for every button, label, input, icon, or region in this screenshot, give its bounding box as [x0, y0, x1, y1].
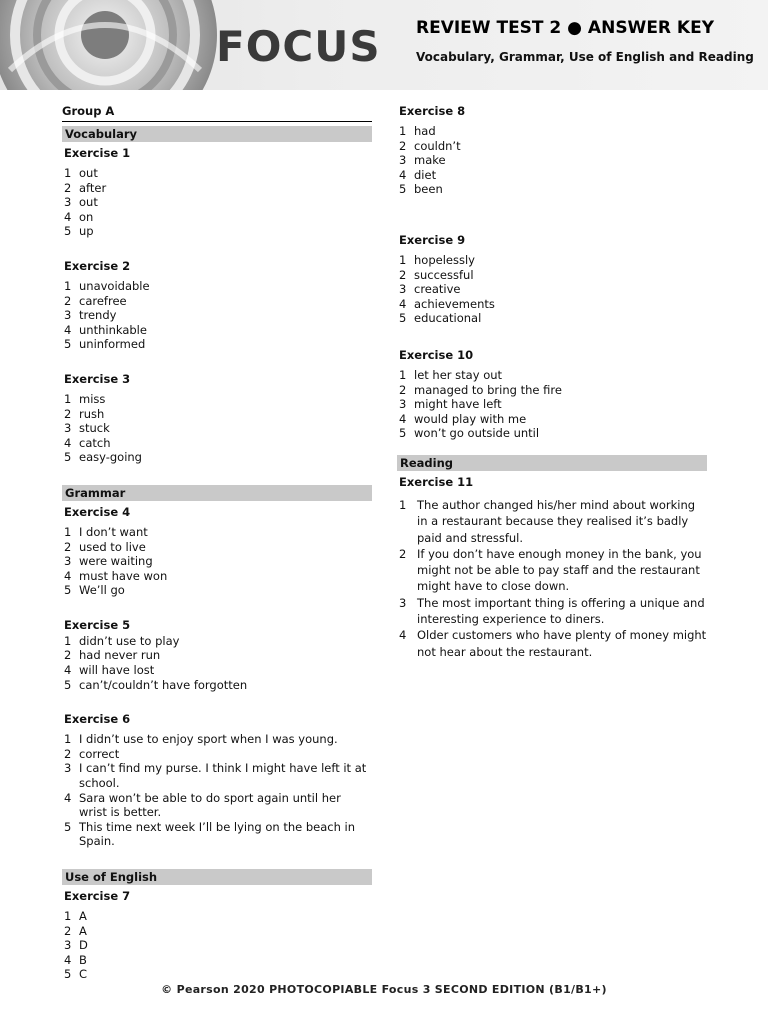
- list-item: 2 If you don’t have enough money in the bank, you might not be able to pay staff and the restaurant might have to close down.: [399, 546, 702, 594]
- answer-list: [397, 253, 707, 326]
- list-item: 4 unthinkable: [64, 322, 147, 337]
- exercise-title: Exercise 2: [64, 258, 131, 273]
- list-item: 4 would play with me: [399, 411, 527, 426]
- section-use-of-english: Use of English: [62, 869, 372, 885]
- list-item: 3 stuck: [64, 421, 110, 436]
- list-item: 1 A: [64, 909, 87, 923]
- list-item: 5 C: [64, 967, 88, 982]
- group-heading: Group A: [62, 104, 372, 122]
- list-item: 3 D: [64, 938, 88, 953]
- exercise-title: Exercise 6: [64, 712, 131, 727]
- list-item: 5 can’t/couldn’t have forgotten: [64, 677, 248, 692]
- list-item: 2 couldn’t: [399, 138, 461, 153]
- answer-list: [397, 497, 707, 660]
- list-item: 1 The author changed his/her mind about working in a restaurant because they realised it’s badly paid and stressful.: [399, 497, 696, 545]
- list-item: 5 up: [64, 224, 94, 239]
- list-item: 3 The most important thing is offering a unique and interesting experience to diners.: [399, 595, 705, 626]
- list-item: 3 might have left: [399, 397, 502, 412]
- list-item: 3 out: [64, 195, 98, 210]
- list-item: 4 will have lost: [64, 663, 155, 678]
- list-item: 1 I didn’t use to enjoy sport when I was young.: [64, 732, 338, 747]
- list-item: 1 had: [399, 124, 436, 138]
- list-item: 2 managed to bring the fire: [399, 382, 562, 397]
- list-item: 1 out: [64, 166, 98, 180]
- page-footer: © Pearson 2020 PHOTOCOPIABLE Focus 3 SECOND EDITION (B1/B1+): [161, 983, 607, 996]
- list-item: 5 This time next week I’ll be lying on the beach in Spain.: [64, 819, 356, 849]
- section-grammar: Grammar: [62, 485, 372, 501]
- list-item: 2 correct: [64, 746, 120, 761]
- left-column: [62, 104, 372, 1002]
- list-item: 2 used to live: [64, 539, 146, 554]
- exercise-title: Exercise 3: [64, 371, 131, 386]
- page-subtitle: Vocabulary, Grammar, Use of English and Reading: [416, 50, 754, 64]
- answer-list: [62, 392, 372, 465]
- list-item: 1 didn’t use to play: [64, 633, 180, 648]
- page-header: [0, 0, 768, 90]
- focus-logo-disc-icon: [0, 0, 220, 90]
- list-item: 4 B: [64, 952, 87, 967]
- list-item: 1 miss: [64, 391, 106, 406]
- list-item: 1 hopelessly: [399, 252, 475, 267]
- answer-list: [397, 124, 707, 197]
- list-item: 1 let her stay out: [399, 367, 503, 382]
- exercise-title: Exercise 8: [399, 104, 466, 118]
- list-item: 4 achievements: [399, 296, 495, 311]
- section-reading: Reading: [397, 455, 707, 471]
- list-item: 5 won’t go outside until: [399, 426, 540, 441]
- list-item: 2 carefree: [64, 293, 127, 308]
- answer-list: [62, 634, 372, 692]
- list-item: 3 creative: [399, 282, 461, 297]
- exercise-title: Exercise 10: [399, 347, 474, 362]
- answer-list: [397, 368, 707, 441]
- list-item: 5 been: [399, 182, 443, 197]
- list-item: 3 were waiting: [64, 554, 153, 569]
- list-item: 4 Sara won’t be able to do sport again until her wrist is better.: [64, 790, 341, 820]
- answer-list: [62, 166, 372, 239]
- list-item: 2 successful: [399, 267, 474, 282]
- exercise-title: Exercise 5: [64, 617, 131, 632]
- page-title: REVIEW TEST 2 ● ANSWER KEY: [416, 18, 715, 38]
- exercise-title: Exercise 4: [64, 504, 131, 519]
- exercise-title: Exercise 7: [64, 889, 131, 903]
- list-item: 4 Older customers who have plenty of money might not hear about the restaurant.: [399, 628, 707, 659]
- focus-logo: FOCUS: [216, 22, 381, 71]
- exercise-title: Exercise 11: [399, 474, 474, 489]
- answer-list: [62, 909, 372, 982]
- list-item: 2 after: [64, 180, 107, 195]
- list-item: 2 rush: [64, 406, 105, 421]
- list-item: 2 A: [64, 923, 87, 938]
- list-item: 5 We’ll go: [64, 583, 125, 598]
- list-item: 1 I don’t want: [64, 524, 148, 539]
- exercise-title: Exercise 1: [64, 146, 131, 160]
- list-item: 3 I can’t find my purse. I think I might have left it at school.: [64, 761, 367, 791]
- list-item: 4 catch: [64, 435, 111, 450]
- list-item: 4 must have won: [64, 568, 168, 583]
- right-column: [397, 104, 707, 680]
- list-item: 5 easy-going: [64, 450, 142, 465]
- list-item: 5 educational: [399, 311, 482, 326]
- answer-list: [62, 732, 372, 849]
- list-item: 2 had never run: [64, 648, 161, 663]
- list-item: 5 uninformed: [64, 337, 146, 352]
- answer-list: [62, 525, 372, 598]
- list-item: 1 unavoidable: [64, 278, 150, 293]
- list-item: 3 make: [399, 153, 446, 168]
- answer-list: [62, 279, 372, 352]
- list-item: 4 on: [64, 209, 94, 224]
- section-vocabulary: Vocabulary: [62, 126, 372, 142]
- list-item: 4 diet: [399, 167, 437, 182]
- exercise-title: Exercise 9: [399, 232, 466, 247]
- list-item: 3 trendy: [64, 308, 117, 323]
